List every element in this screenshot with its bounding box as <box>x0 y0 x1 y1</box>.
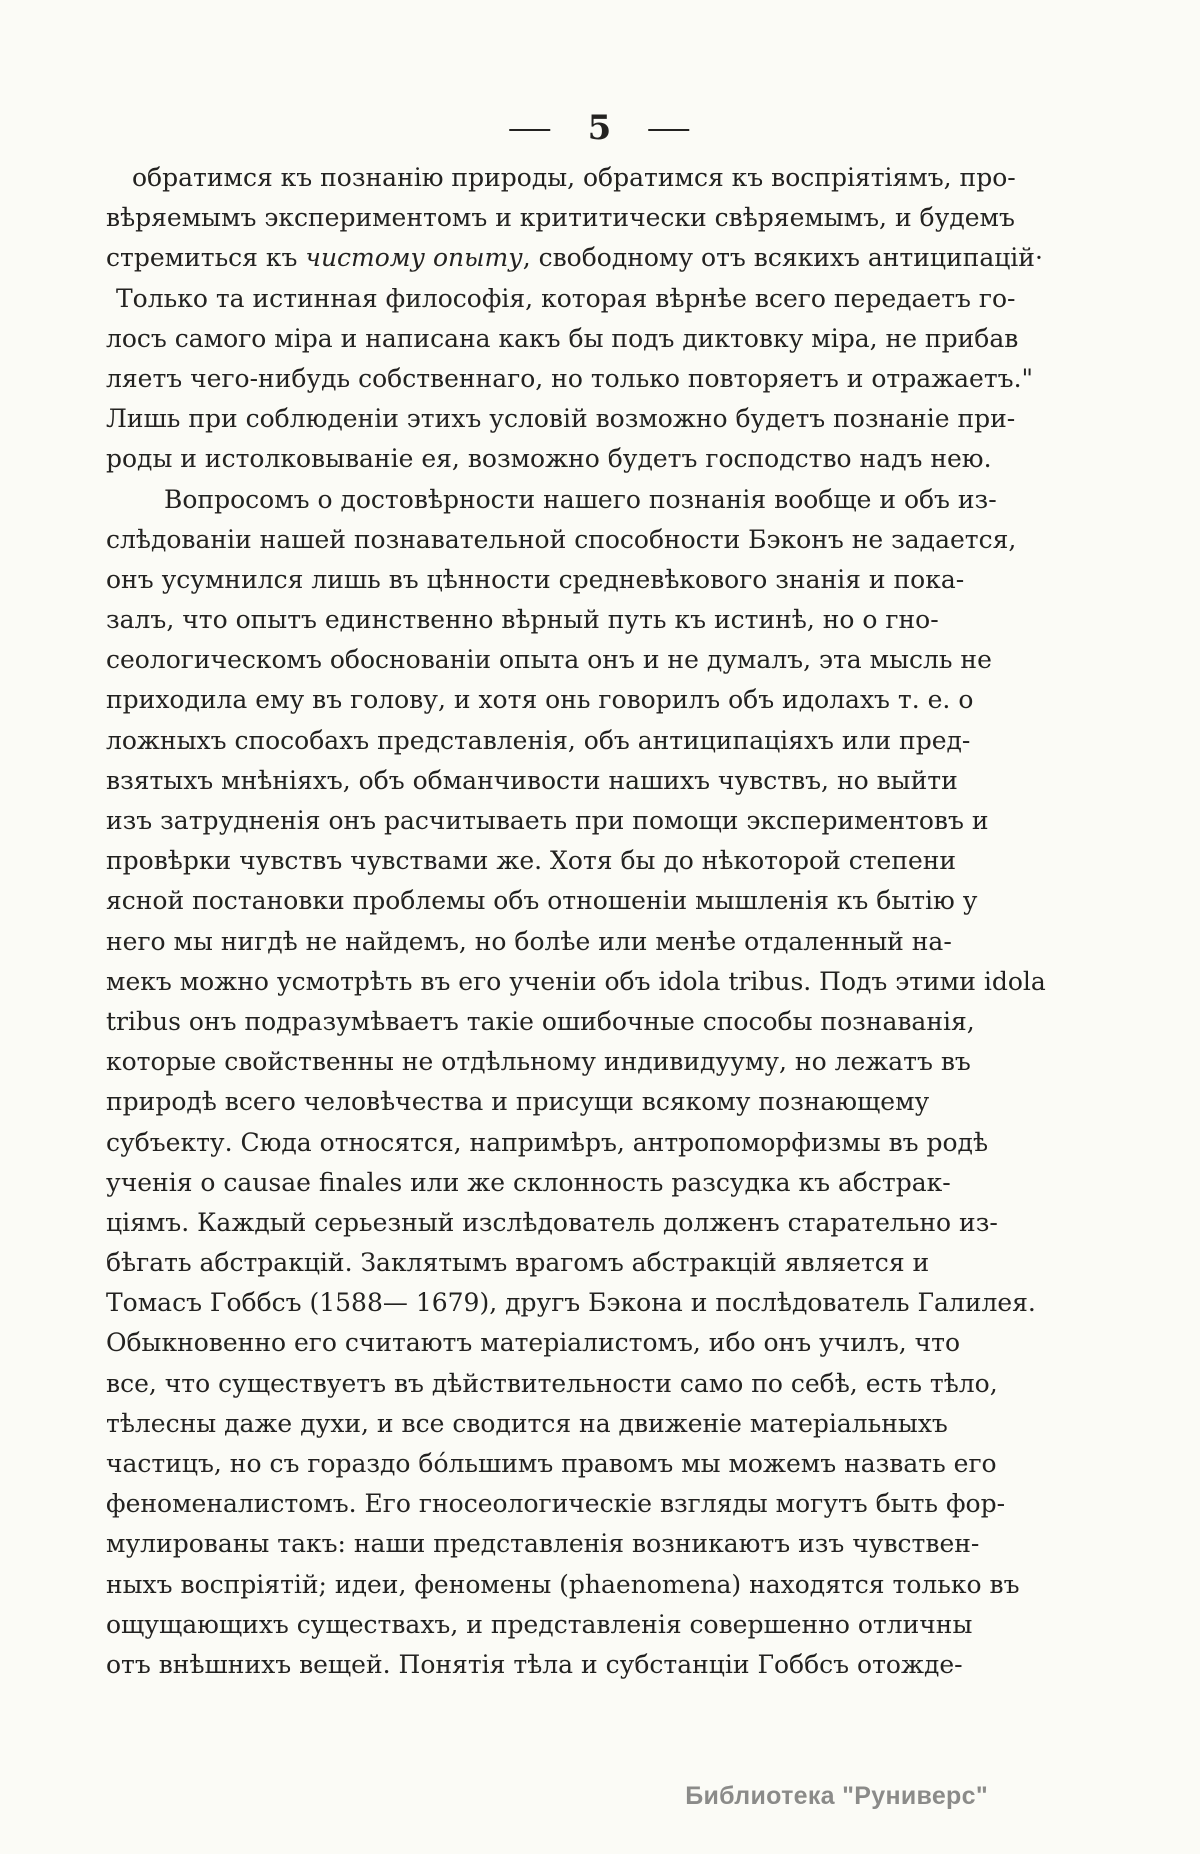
text-line <box>106 680 1094 720</box>
text-segment: ученія о causae finales или же склонность разсудка къ абстрак- <box>106 1167 951 1197</box>
text-line <box>106 801 1094 841</box>
text-line <box>106 962 1094 1002</box>
text-line <box>106 238 1094 278</box>
text-line <box>106 1364 1094 1404</box>
text-line <box>106 1323 1094 1363</box>
text-line <box>106 1042 1094 1082</box>
text-line <box>106 922 1094 962</box>
text-line <box>106 1404 1094 1444</box>
text-segment: ясной постановки проблемы объ отношеніи мышленія къ бытію у <box>106 886 978 916</box>
text-line <box>106 399 1094 439</box>
text-line <box>106 761 1094 801</box>
page-number: 5 <box>587 108 613 148</box>
text-segment: вѣряемымъ экспериментомъ и крититически свѣряемымъ, и будемъ <box>106 203 1015 233</box>
text-line <box>106 1605 1094 1645</box>
text-segment: все, что существуетъ въ дѣйствительности само по себѣ, есть тѣло, <box>106 1368 998 1398</box>
text-line <box>106 841 1094 881</box>
text-line <box>106 439 1094 479</box>
text-segment: феноменалистомъ. Его гносеологическіе взгляды могутъ быть фор- <box>106 1489 1006 1519</box>
text-segment: роды и истолковываніе ея, возможно будетъ господство надъ нею. <box>106 444 992 474</box>
text-segment: обратимся къ познанію природы, обратимся къ воспріятіямъ, про- <box>132 163 1016 192</box>
text-line <box>106 600 1094 640</box>
text-line <box>106 1163 1094 1203</box>
text-line <box>106 279 1094 319</box>
text-line <box>106 158 1094 198</box>
library-watermark: Библиотека "Руниверс" <box>685 1782 988 1810</box>
text-line <box>106 359 1094 399</box>
text-segment: которые свойственны не отдѣльному индивидууму, но лежатъ въ <box>106 1047 971 1077</box>
text-segment: онъ усумнился лишь въ цѣнности средневѣкового знанія и пока- <box>106 564 965 594</box>
text-line <box>106 1203 1094 1243</box>
text-segment: Только та истинная философія, которая вѣрнѣе всего передаетъ го- <box>116 283 1016 313</box>
text-block <box>106 158 1094 1685</box>
text-segment: Вопросомъ о достовѣрности нашего познанія вообще и объ из- <box>164 484 997 514</box>
text-line <box>106 640 1094 680</box>
text-line <box>106 1565 1094 1605</box>
text-line <box>106 881 1094 921</box>
text-segment: ціямъ. Каждый серьезный изслѣдователь долженъ старательно из- <box>106 1207 998 1237</box>
text-segment: тѣлесны даже духи, и все сводится на движеніе матеріальныхъ <box>106 1408 948 1438</box>
text-segment: ляетъ чего-нибудь собственнаго, но только повторяетъ и отражаетъ." <box>106 363 1034 393</box>
text-line <box>106 560 1094 600</box>
text-line <box>106 1082 1094 1122</box>
text-line <box>106 520 1094 560</box>
text-line <box>106 319 1094 359</box>
text-segment: изъ затрудненія онъ расчитываеть при помощи экспериментовъ и <box>106 806 989 835</box>
text-segment: , свободному отъ всякихъ антиципацій· <box>522 243 1043 273</box>
page-header <box>0 108 1200 148</box>
text-segment: ощущающихъ существахъ, и представленія совершенно отличны <box>106 1609 973 1639</box>
header-dash-left: — <box>506 110 554 146</box>
text-line <box>106 721 1094 761</box>
text-segment: бѣгать абстракцій. Заклятымъ врагомъ абстракцій является и <box>106 1248 930 1278</box>
emphasized-text: чистому опыту <box>305 243 523 273</box>
text-segment: взятыхъ мнѣніяхъ, объ обманчивости нашихъ чувствъ, но выйти <box>106 765 958 795</box>
text-segment: стремиться къ <box>106 243 306 273</box>
text-segment: приходила ему въ голову, и хотя онь говорилъ объ идолахъ т. е. о <box>106 685 974 715</box>
text-segment: мулированы такъ: наши представленія возникаютъ изъ чувствен- <box>106 1529 980 1559</box>
text-segment: него мы нигдѣ не найдемъ, но болѣе или менѣе отдаленный на- <box>106 926 952 956</box>
text-segment: Томасъ Гоббсъ (1588— 1679), другъ Бэкона и послѣдователь Галилея. <box>106 1288 1036 1318</box>
text-segment: ныхъ воспріятій; идеи, феномены (phaenomena) находятся только въ <box>106 1569 1020 1599</box>
text-segment: природѣ всего человѣчества и присущи всякому познающему <box>106 1087 930 1117</box>
text-line <box>106 1484 1094 1524</box>
text-line <box>106 198 1094 238</box>
text-segment: залъ, что опытъ единственно вѣрный путь къ истинѣ, но о гно- <box>106 605 939 635</box>
text-segment: мекъ можно усмотрѣть въ его ученіи объ idola tribus. Подъ этими idola <box>106 966 1046 996</box>
text-line <box>106 1645 1094 1685</box>
header-dash-right: — <box>646 110 694 146</box>
text-line <box>106 1243 1094 1283</box>
text-segment: Лишь при соблюденіи этихъ условій возможно будетъ познаніе при- <box>106 404 1016 434</box>
text-line <box>106 1524 1094 1564</box>
text-line <box>106 480 1094 520</box>
text-segment: сеологическомъ обоснованіи опыта онъ и не думалъ, эта мысль не <box>106 645 992 675</box>
text-segment: слѣдованіи нашей познавательной способности Бэконъ не задается, <box>106 524 1017 554</box>
text-segment: отъ внѣшнихъ вещей. Понятія тѣла и субстанціи Гоббсъ отожде- <box>106 1649 963 1679</box>
text-line <box>106 1283 1094 1323</box>
text-line <box>106 1123 1094 1163</box>
text-segment: Обыкновенно его считаютъ матеріалистомъ, ибо онъ училъ, что <box>106 1328 961 1358</box>
text-segment: tribus онъ подразумѣваетъ такіе ошибочные способы познаванія, <box>106 1006 975 1036</box>
text-segment: частицъ, но съ гораздо бо́льшимъ правомъ мы можемъ назвать его <box>106 1449 997 1478</box>
text-segment: субъекту. Сюда относятся, напримѣръ, антропоморфизмы въ родѣ <box>106 1127 989 1157</box>
text-segment: лосъ самого міра и написана какъ бы подъ диктовку міра, не прибав <box>106 323 1019 353</box>
text-line <box>106 1444 1094 1484</box>
text-line <box>106 1002 1094 1042</box>
text-segment: провѣрки чувствъ чувствами же. Хотя бы до нѣкоторой степени <box>106 846 957 876</box>
text-segment: ложныхъ способахъ представленія, объ антиципаціяхъ или пред- <box>106 725 971 755</box>
